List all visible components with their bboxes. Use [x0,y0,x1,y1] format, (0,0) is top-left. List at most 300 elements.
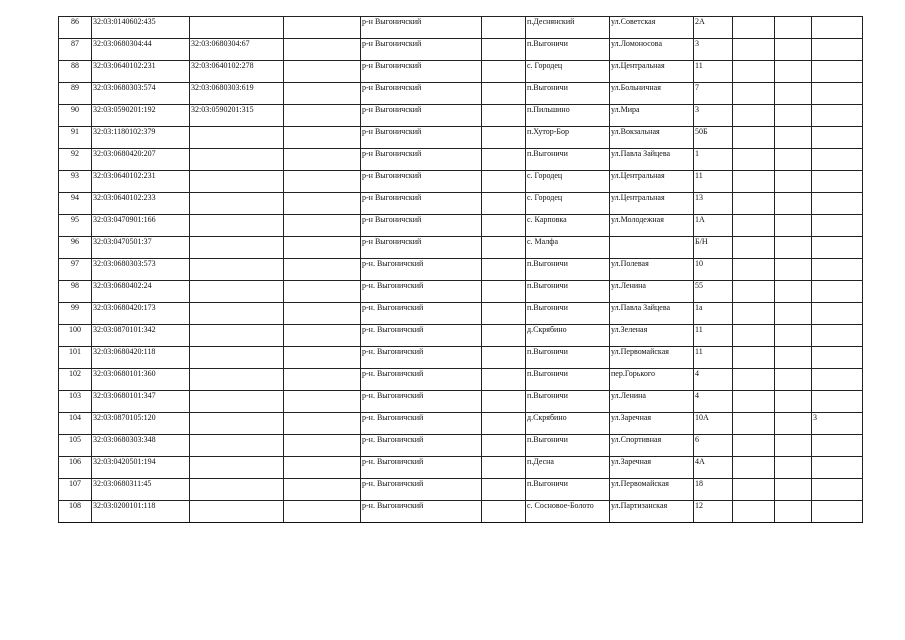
house-number-cell: 2А [694,17,733,39]
empty-cell [482,105,526,127]
house-number-cell: 50Б [694,127,733,149]
cadastral-number-cell: 32:03:0680420:207 [92,149,190,171]
district-cell: р-н Выгоничский [361,171,482,193]
cadastral-number-cell: 32:03:0680101:360 [92,369,190,391]
district-cell: р-н Выгоничский [361,149,482,171]
related-cadastral-number-cell [190,391,284,413]
street-cell: ул.Партизанская [610,501,694,523]
cadastral-number-cell: 32:03:0420501:194 [92,457,190,479]
empty-cell [733,127,775,149]
settlement-cell: п.Деснянский [526,17,610,39]
empty-cell [733,325,775,347]
table-row [59,17,863,39]
extra-value-cell [812,193,863,215]
extra-value-cell [812,171,863,193]
related-cadastral-number-cell [190,479,284,501]
empty-cell [775,61,812,83]
empty-cell [284,413,361,435]
settlement-cell: с. Городец [526,61,610,83]
related-cadastral-number-cell [190,325,284,347]
related-cadastral-number-cell [190,237,284,259]
empty-cell [775,347,812,369]
cadastral-number-cell: 32:03:0870101:342 [92,325,190,347]
row-number-cell: 89 [59,83,92,105]
extra-value-cell [812,501,863,523]
related-cadastral-number-cell [190,215,284,237]
settlement-cell: п.Десна [526,457,610,479]
district-cell: р-н. Выгоничский [361,281,482,303]
district-cell: р-н Выгоничский [361,127,482,149]
empty-cell [733,435,775,457]
table-row [59,83,863,105]
street-cell: ул.Первомайская [610,347,694,369]
extra-value-cell [812,17,863,39]
table-row [59,127,863,149]
table-row [59,479,863,501]
settlement-cell: с. Карповка [526,215,610,237]
extra-value-cell [812,281,863,303]
empty-cell [284,17,361,39]
empty-cell [775,325,812,347]
empty-cell [775,215,812,237]
settlement-cell: д.Скрябино [526,325,610,347]
cadastral-number-cell: 32:03:0470901:166 [92,215,190,237]
district-cell: р-н. Выгоничский [361,435,482,457]
empty-cell [733,303,775,325]
settlement-cell: п.Выгоничи [526,281,610,303]
cadastral-number-cell: 32:03:0680420:118 [92,347,190,369]
empty-cell [733,281,775,303]
settlement-cell: п.Выгоничи [526,83,610,105]
empty-cell [482,347,526,369]
district-cell: р-н. Выгоничский [361,391,482,413]
related-cadastral-number-cell: 32:03:0590201:315 [190,105,284,127]
district-cell: р-н. Выгоничский [361,479,482,501]
settlement-cell: п.Выгоничи [526,149,610,171]
row-number-cell: 88 [59,61,92,83]
empty-cell [284,391,361,413]
empty-cell [775,369,812,391]
empty-cell [482,501,526,523]
extra-value-cell [812,237,863,259]
empty-cell [733,237,775,259]
street-cell: ул.Советская [610,17,694,39]
settlement-cell: п.Выгоничи [526,347,610,369]
row-number-cell: 107 [59,479,92,501]
table-row [59,391,863,413]
empty-cell [775,259,812,281]
house-number-cell: 3 [694,39,733,61]
extra-value-cell: 3 [812,413,863,435]
empty-cell [775,479,812,501]
table-row [59,39,863,61]
empty-cell [482,391,526,413]
house-number-cell: 7 [694,83,733,105]
empty-cell [733,457,775,479]
related-cadastral-number-cell [190,457,284,479]
empty-cell [284,193,361,215]
extra-value-cell [812,105,863,127]
empty-cell [284,259,361,281]
row-number-cell: 87 [59,39,92,61]
empty-cell [733,83,775,105]
district-cell: р-н Выгоничский [361,237,482,259]
empty-cell [482,369,526,391]
street-cell [610,237,694,259]
empty-cell [284,435,361,457]
row-number-cell: 98 [59,281,92,303]
related-cadastral-number-cell [190,149,284,171]
row-number-cell: 97 [59,259,92,281]
empty-cell [284,501,361,523]
empty-cell [284,325,361,347]
empty-cell [482,127,526,149]
settlement-cell: п.Выгоничи [526,303,610,325]
house-number-cell: 18 [694,479,733,501]
empty-cell [733,39,775,61]
row-number-cell: 101 [59,347,92,369]
cadastral-number-cell: 32:03:0140602:435 [92,17,190,39]
settlement-cell: с. Городец [526,193,610,215]
street-cell: ул.Молодежная [610,215,694,237]
empty-cell [775,413,812,435]
street-cell: ул.Заречная [610,413,694,435]
extra-value-cell [812,479,863,501]
settlement-cell: п.Выгоничи [526,259,610,281]
table-row [59,347,863,369]
row-number-cell: 86 [59,17,92,39]
cadastral-number-cell: 32:03:0680303:574 [92,83,190,105]
district-cell: р-н Выгоничский [361,17,482,39]
cadastral-number-cell: 32:03:0680402:24 [92,281,190,303]
empty-cell [775,171,812,193]
house-number-cell: 3 [694,105,733,127]
row-number-cell: 104 [59,413,92,435]
extra-value-cell [812,347,863,369]
empty-cell [284,127,361,149]
empty-cell [775,303,812,325]
empty-cell [775,17,812,39]
street-cell: ул.Полевая [610,259,694,281]
empty-cell [775,105,812,127]
row-number-cell: 90 [59,105,92,127]
settlement-cell: с. Сосновое-Болото [526,501,610,523]
row-number-cell: 102 [59,369,92,391]
row-number-cell: 92 [59,149,92,171]
settlement-cell: п.Выгоничи [526,39,610,61]
empty-cell [733,105,775,127]
related-cadastral-number-cell [190,303,284,325]
cadastral-number-cell: 32:03:0870105:120 [92,413,190,435]
settlement-cell: д.Скрябино [526,413,610,435]
settlement-cell: п.Выгоничи [526,391,610,413]
cadastral-number-cell: 32:03:0640102:231 [92,171,190,193]
extra-value-cell [812,435,863,457]
cadastral-number-cell: 32:03:0680303:348 [92,435,190,457]
house-number-cell: 13 [694,193,733,215]
house-number-cell: Б/Н [694,237,733,259]
empty-cell [284,83,361,105]
empty-cell [482,325,526,347]
empty-cell [733,215,775,237]
empty-cell [284,303,361,325]
empty-cell [733,501,775,523]
empty-cell [284,149,361,171]
empty-cell [733,413,775,435]
settlement-cell: п.Выгоничи [526,435,610,457]
house-number-cell: 10 [694,259,733,281]
district-cell: р-н Выгоничский [361,215,482,237]
related-cadastral-number-cell [190,259,284,281]
row-number-cell: 103 [59,391,92,413]
street-cell: ул.Больничная [610,83,694,105]
cadastral-number-cell: 32:03:0680311:45 [92,479,190,501]
extra-value-cell [812,149,863,171]
district-cell: р-н. Выгоничский [361,325,482,347]
settlement-cell: п.Хутор-Бор [526,127,610,149]
empty-cell [482,149,526,171]
row-number-cell: 95 [59,215,92,237]
table-row [59,501,863,523]
row-number-cell: 108 [59,501,92,523]
address-register-table [58,16,863,523]
empty-cell [284,215,361,237]
street-cell: ул.Спортивная [610,435,694,457]
empty-cell [733,259,775,281]
empty-cell [775,457,812,479]
table-row [59,435,863,457]
house-number-cell: 1А [694,215,733,237]
related-cadastral-number-cell [190,127,284,149]
empty-cell [284,369,361,391]
extra-value-cell [812,61,863,83]
empty-cell [775,39,812,61]
empty-cell [775,435,812,457]
cadastral-number-cell: 32:03:0470501:37 [92,237,190,259]
house-number-cell: 11 [694,347,733,369]
empty-cell [482,479,526,501]
extra-value-cell [812,325,863,347]
empty-cell [482,215,526,237]
cadastral-number-cell: 32:03:0680101:347 [92,391,190,413]
district-cell: р-н. Выгоничский [361,259,482,281]
table-row [59,193,863,215]
street-cell: ул.Заречная [610,457,694,479]
table-row [59,259,863,281]
district-cell: р-н. Выгоничский [361,413,482,435]
house-number-cell: 10А [694,413,733,435]
empty-cell [482,281,526,303]
empty-cell [284,171,361,193]
empty-cell [284,39,361,61]
house-number-cell: 1 [694,149,733,171]
settlement-cell: п.Выгоничи [526,479,610,501]
settlement-cell: п.Выгоничи [526,369,610,391]
related-cadastral-number-cell [190,193,284,215]
row-number-cell: 105 [59,435,92,457]
cadastral-number-cell: 32:03:0680303:573 [92,259,190,281]
empty-cell [775,127,812,149]
street-cell: ул.Первомайская [610,479,694,501]
district-cell: р-н Выгоничский [361,61,482,83]
related-cadastral-number-cell [190,413,284,435]
cadastral-number-cell: 32:03:1180102:379 [92,127,190,149]
district-cell: р-н. Выгоничский [361,501,482,523]
empty-cell [733,61,775,83]
district-cell: р-н Выгоничский [361,83,482,105]
empty-cell [733,369,775,391]
related-cadastral-number-cell [190,501,284,523]
empty-cell [775,149,812,171]
house-number-cell: 6 [694,435,733,457]
table-row [59,413,863,435]
street-cell: ул.Павла Зайцева [610,149,694,171]
table-row [59,369,863,391]
extra-value-cell [812,215,863,237]
district-cell: р-н. Выгоничский [361,457,482,479]
district-cell: р-н Выгоничский [361,193,482,215]
extra-value-cell [812,259,863,281]
house-number-cell: 55 [694,281,733,303]
table-row [59,171,863,193]
row-number-cell: 96 [59,237,92,259]
street-cell: ул.Центральная [610,61,694,83]
street-cell: ул.Ломоносова [610,39,694,61]
table-row [59,457,863,479]
street-cell: ул.Павла Зайцева [610,303,694,325]
district-cell: р-н Выгоничский [361,105,482,127]
house-number-cell: 11 [694,61,733,83]
street-cell: ул.Вокзальная [610,127,694,149]
cadastral-number-cell: 32:03:0640102:233 [92,193,190,215]
empty-cell [482,171,526,193]
empty-cell [733,391,775,413]
empty-cell [482,61,526,83]
empty-cell [775,193,812,215]
cadastral-number-cell: 32:03:0640102:231 [92,61,190,83]
related-cadastral-number-cell [190,347,284,369]
table-row [59,325,863,347]
empty-cell [284,457,361,479]
empty-cell [284,105,361,127]
row-number-cell: 91 [59,127,92,149]
empty-cell [284,281,361,303]
street-cell: ул.Ленина [610,281,694,303]
empty-cell [482,259,526,281]
house-number-cell: 12 [694,501,733,523]
empty-cell [482,435,526,457]
table-row [59,215,863,237]
empty-cell [284,479,361,501]
empty-cell [284,347,361,369]
table-row [59,61,863,83]
cadastral-number-cell: 32:03:0680304:44 [92,39,190,61]
empty-cell [733,17,775,39]
related-cadastral-number-cell: 32:03:0680304:67 [190,39,284,61]
house-number-cell: 4 [694,391,733,413]
empty-cell [482,457,526,479]
house-number-cell: 1а [694,303,733,325]
related-cadastral-number-cell [190,281,284,303]
extra-value-cell [812,127,863,149]
extra-value-cell [812,369,863,391]
street-cell: ул.Ленина [610,391,694,413]
empty-cell [284,237,361,259]
settlement-cell: с. Городец [526,171,610,193]
related-cadastral-number-cell: 32:03:0640102:278 [190,61,284,83]
related-cadastral-number-cell [190,17,284,39]
settlement-cell: п.Пильшино [526,105,610,127]
empty-cell [482,303,526,325]
empty-cell [482,193,526,215]
settlement-cell: с. Малфа [526,237,610,259]
table-body [59,17,863,523]
empty-cell [482,17,526,39]
related-cadastral-number-cell [190,435,284,457]
empty-cell [733,347,775,369]
empty-cell [482,413,526,435]
empty-cell [482,237,526,259]
extra-value-cell [812,391,863,413]
row-number-cell: 93 [59,171,92,193]
related-cadastral-number-cell: 32:03:0680303:619 [190,83,284,105]
house-number-cell: 4 [694,369,733,391]
extra-value-cell [812,83,863,105]
house-number-cell: 11 [694,325,733,347]
extra-value-cell [812,457,863,479]
empty-cell [482,39,526,61]
empty-cell [733,193,775,215]
empty-cell [733,171,775,193]
extra-value-cell [812,39,863,61]
empty-cell [775,501,812,523]
related-cadastral-number-cell [190,171,284,193]
empty-cell [482,83,526,105]
house-number-cell: 11 [694,171,733,193]
extra-value-cell [812,303,863,325]
district-cell: р-н. Выгоничский [361,347,482,369]
row-number-cell: 100 [59,325,92,347]
district-cell: р-н. Выгоничский [361,369,482,391]
table-row [59,281,863,303]
empty-cell [775,391,812,413]
street-cell: ул.Центральная [610,171,694,193]
row-number-cell: 106 [59,457,92,479]
empty-cell [775,237,812,259]
street-cell: ул.Центральная [610,193,694,215]
street-cell: ул.Зеленая [610,325,694,347]
row-number-cell: 94 [59,193,92,215]
table-row [59,237,863,259]
street-cell: ул.Мира [610,105,694,127]
cadastral-number-cell: 32:03:0590201:192 [92,105,190,127]
empty-cell [733,479,775,501]
house-number-cell: 4А [694,457,733,479]
district-cell: р-н Выгоничский [361,39,482,61]
empty-cell [733,149,775,171]
district-cell: р-н. Выгоничский [361,303,482,325]
street-cell: пер.Горького [610,369,694,391]
empty-cell [284,61,361,83]
cadastral-number-cell: 32:03:0200101:118 [92,501,190,523]
empty-cell [775,281,812,303]
table-row [59,105,863,127]
cadastral-number-cell: 32:03:0680420:173 [92,303,190,325]
empty-cell [775,83,812,105]
table-row [59,149,863,171]
row-number-cell: 99 [59,303,92,325]
table-row [59,303,863,325]
